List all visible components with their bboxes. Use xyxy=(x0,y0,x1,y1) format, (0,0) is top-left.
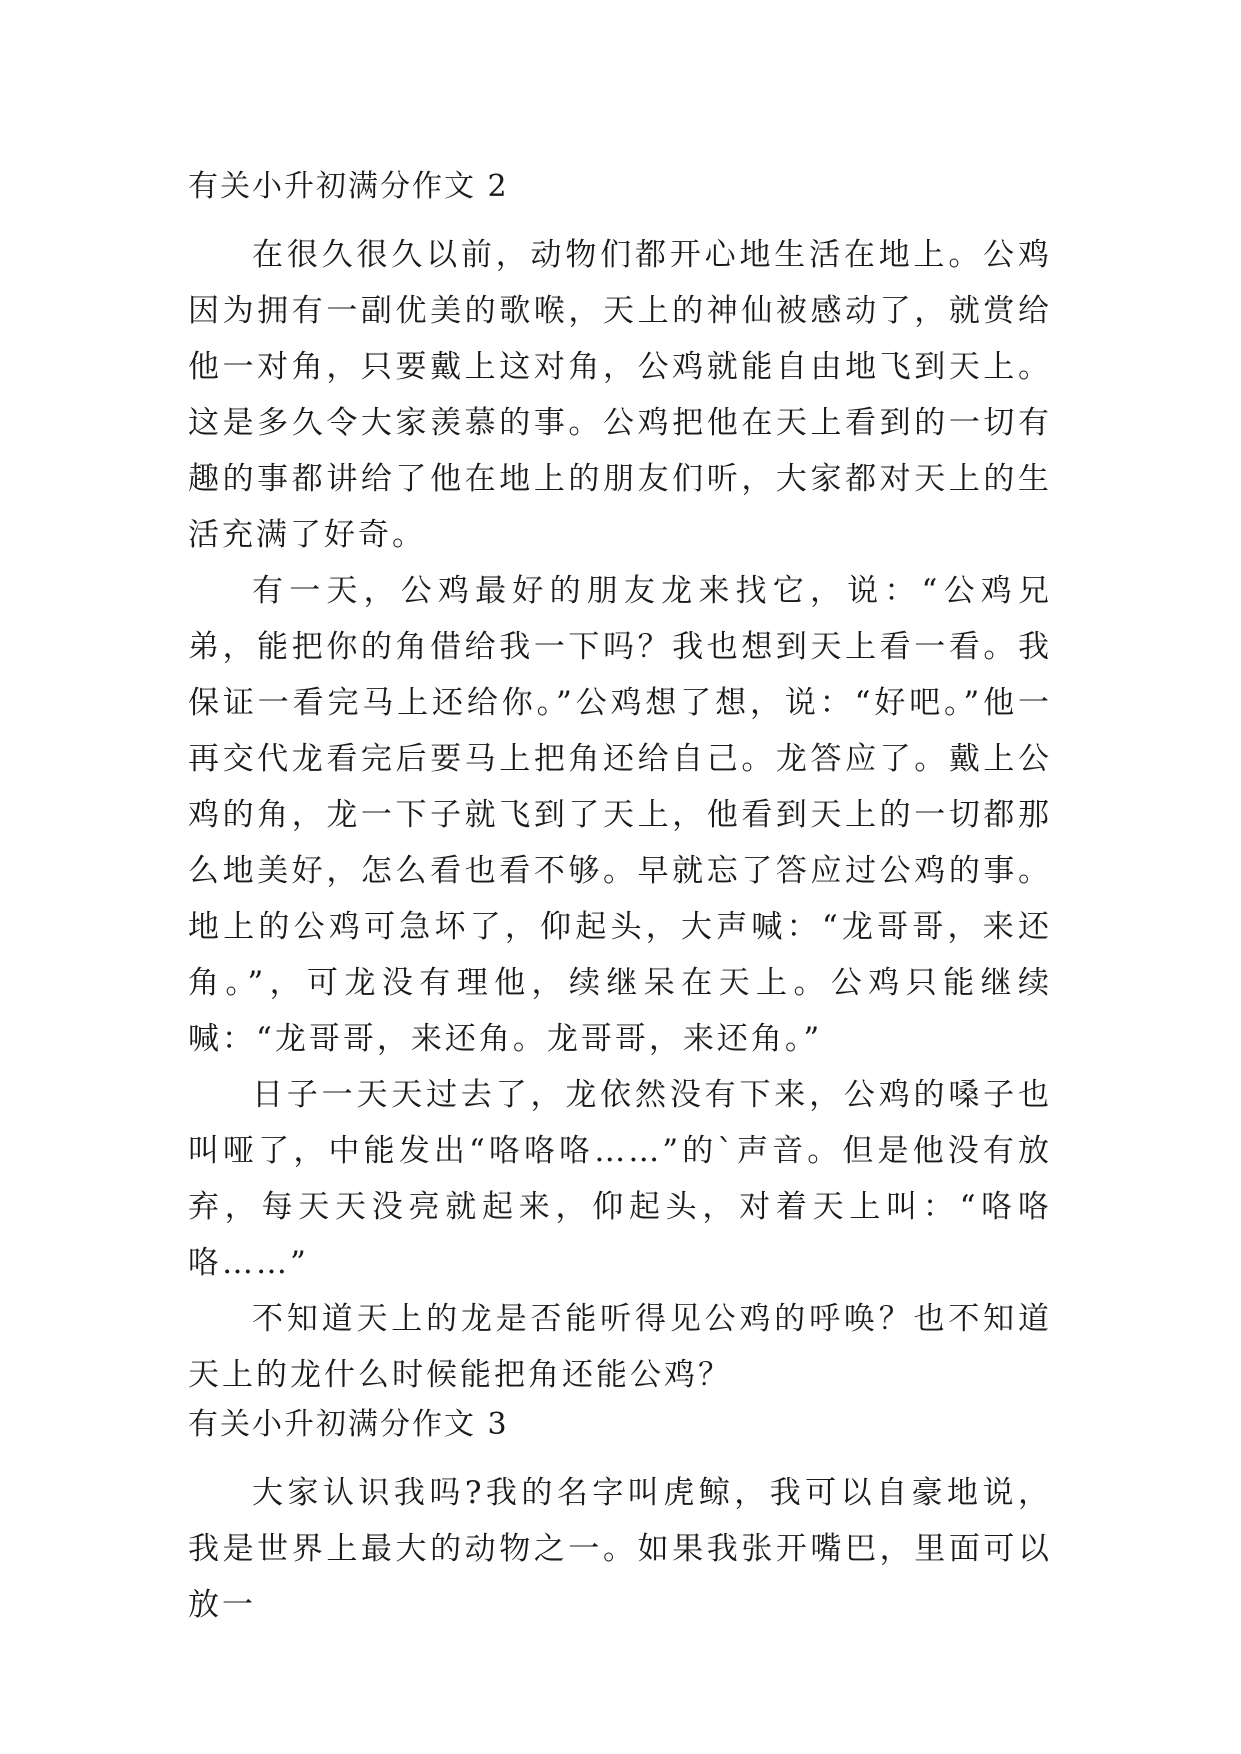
section-heading: 有关小升初满分作文 3 xyxy=(188,1407,509,1442)
paragraph: 在很久很久以前，动物们都开心地生活在地上。公鸡因为拥有一副优美的歌喉，天上的神仙被感动了，就赏给他一对角，只要戴上这对角，公鸡就能自由地飞到天上。这是多久令大家羡慕的事。公鸡把他在天上看到的一切有趣的事都讲给了他在地上的朋友们听，大家都对天上的生活充满了好奇。 xyxy=(188,237,1052,553)
section-heading: 有关小升初满分作文 2 xyxy=(188,169,509,204)
paragraph: 不知道天上的龙是否能听得见公鸡的呼唤？也不知道天上的龙什么时候能把角还能公鸡？ xyxy=(188,1301,1052,1393)
section-essay-3 xyxy=(188,1403,1052,1633)
section-essay-2 xyxy=(188,165,1052,1403)
paragraph: 有一天，公鸡最好的朋友龙来找它，说：“公鸡兄弟，能把你的角借给我一下吗？我也想到天上看一看。我保证一看完马上还给你。”公鸡想了想，说：“好吧。”他一再交代龙看完后要马上把角还给自己。龙答应了。戴上公鸡的角，龙一下子就飞到了天上，他看到天上的一切都那么地美好，怎么看也看不够。早就忘了答应过公鸡的事。地上的公鸡可急坏了，仰起头，大声喊：“龙哥哥，来还角。”，可龙没有理他，续继呆在天上。公鸡只能继续喊：“龙哥哥，来还角。龙哥哥，来还角。” xyxy=(188,573,1052,1057)
document-body xyxy=(188,165,1052,1633)
paragraph: 大家认识我吗?我的名字叫虎鲸，我可以自豪地说，我是世界上最大的动物之一。如果我张开嘴巴，里面可以放一 xyxy=(188,1475,1052,1623)
paragraph: 日子一天天过去了，龙依然没有下来，公鸡的嗓子也叫哑了，中能发出“咯咯咯……”的`声音。但是他没有放弃，每天天没亮就起来，仰起头，对着天上叫：“咯咯咯……” xyxy=(188,1077,1052,1281)
